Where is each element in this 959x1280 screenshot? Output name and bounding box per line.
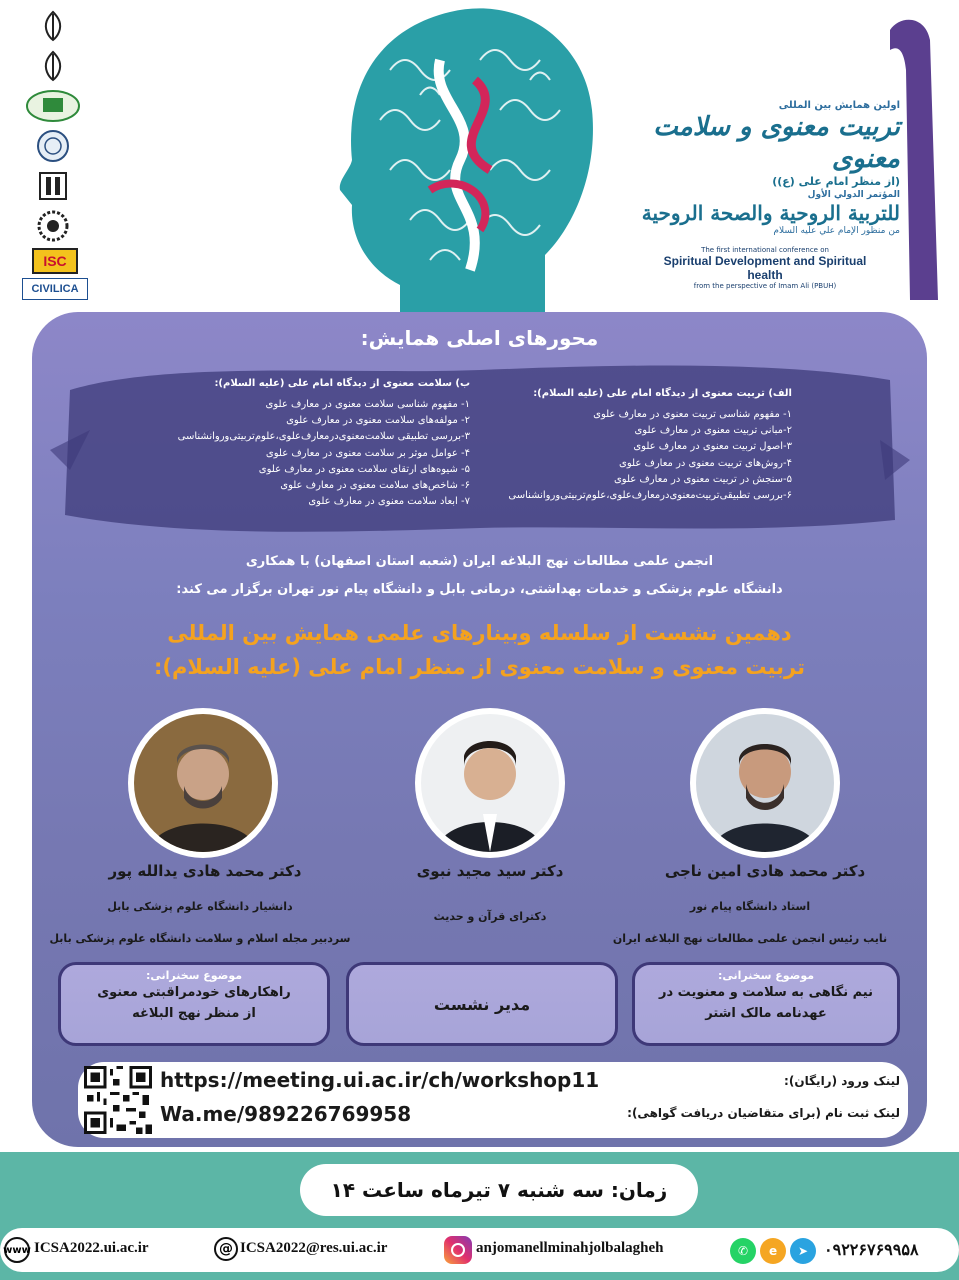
axes-title: محورهای اصلی همایش: [360, 326, 599, 350]
conference-main-en: Spiritual Development and Spiritual health [663, 254, 867, 282]
avatar [696, 714, 834, 852]
speaker-2-line-1: دکترای قرآن و حدیث [433, 910, 547, 923]
web-icon: www [4, 1237, 30, 1263]
register-link[interactable]: Wa.me/989226769958 [160, 1102, 412, 1126]
topic-line: عهدنامه مالک اشتر [705, 1006, 827, 1021]
register-label: لینک ثبت نام (برای متقاضیان دریافت گواهی): [627, 1106, 900, 1120]
topic-box-2 [346, 962, 618, 1046]
email-icon: @ [214, 1237, 238, 1261]
conference-sub-fa: (از منظر امام علی (ع)) [772, 175, 900, 188]
axis-b-item: ۲- مولفه‌های سلامت معنوی در معارف علوی [286, 415, 470, 427]
axis-a-item: ۲-مبانی تربیت معنوی در معارف علوی [634, 425, 792, 437]
topic-box-3 [58, 962, 330, 1046]
conference-title-fa: تربیت معنوی و سلامت معنوی [653, 112, 900, 174]
avatar [134, 714, 272, 852]
instagram-icon [444, 1236, 472, 1264]
big-number-one [880, 10, 950, 310]
axis-a-heading: الف) تربیت معنوی از دیدگاه امام علی (علیه السلام): [533, 388, 792, 399]
telegram-icon: ➤ [790, 1238, 816, 1264]
conference-small-en: The first international conference on [701, 246, 829, 254]
seal-logo-icon [20, 128, 86, 164]
topic-line: از منظر نهج البلاغه [132, 1006, 256, 1021]
axis-b-item: ۷- ابعاد سلامت معنوی در معارف علوی [308, 496, 470, 508]
whatsapp-icon: ✆ [730, 1238, 756, 1264]
speaker-3-line-1: دانشیار دانشگاه علوم پزشکی بابل [107, 900, 293, 913]
topic-label: موضوع سخنرانی: [145, 969, 243, 982]
iran-emblem-icon [20, 8, 86, 44]
organizer-text [32, 548, 927, 604]
axis-b-item: ۶- شاخص‌های سلامت معنوی در معارف علوی [280, 480, 470, 492]
sponsor-logos [20, 8, 90, 302]
entry-label: لینک ورود (رایگان): [784, 1074, 900, 1088]
avatar [421, 714, 559, 852]
axis-b-item: ۱- مفهوم شناسی سلامت معنوی در معارف علوی [265, 399, 470, 410]
conference-title [600, 100, 900, 236]
axis-b-list [177, 378, 470, 510]
event-title [32, 616, 927, 684]
footer-instagram[interactable]: anjomanellminahjolbalagheh [476, 1240, 664, 1256]
speaker-3-line-2: سردبیر مجله اسلام و سلامت دانشگاه علوم پزشکی بابل [49, 932, 351, 945]
date-box [300, 1164, 698, 1216]
eitaa-icon: e [760, 1238, 786, 1264]
sunflower-logo-icon [20, 208, 86, 244]
axis-b-item: ۳-بررسی تطبیقی سلامت‌معنوی‌در‌معارف‌علوی،علوم‌تربیتی‌وروانشناسی [177, 431, 470, 443]
footer-phone[interactable]: ۰۹۲۲۶۷۶۹۹۵۸ [824, 1242, 919, 1259]
ali-calligraphy [400, 40, 530, 290]
footer-email[interactable]: ICSA2022@res.ui.ac.ir [240, 1240, 388, 1256]
ministry-emblem-icon [20, 48, 86, 84]
speaker-name-2: دکتر سید مجید نبوی [416, 862, 564, 880]
organizer-line-1: انجمن علمی مطالعات نهج البلاغه ایران (شعبه استان اصفهان) با همکاری [245, 554, 714, 569]
event-date: زمان: سه شنبه ۷ تیرماه ساعت ۱۴ [330, 1178, 668, 1202]
conference-sub-ar: من منظور الإمام علي عليه السلام [773, 226, 900, 236]
axis-a-item: ۵-سنجش در تربیت معنوی در معارف علوی [613, 473, 792, 485]
qr-code-icon[interactable] [84, 1066, 152, 1134]
topic-box-1 [632, 962, 900, 1046]
moderator-label: مدیر نشست [433, 994, 531, 1014]
speaker-name-3: دکتر محمد هادی یدالله پور [108, 862, 302, 880]
axis-a-item: ۶-بررسی تطبیقی‌تربیت‌معنوی‌درمعارف‌علوی،علوم‌تربیتی‌وروانشناسی [508, 490, 792, 502]
isc-logo: ISC [32, 248, 78, 274]
topic-line: نیم نگاهی به سلامت و معنویت در [659, 985, 873, 1000]
speaker-photo-1 [690, 708, 840, 858]
conference-title-ar: للتربية الروحية والصحة الروحية [641, 201, 900, 225]
book-logo-icon [20, 168, 86, 204]
speaker-1-line-1: استاد دانشگاه پیام نور [689, 900, 811, 913]
footer-website[interactable]: ICSA2022.ui.ac.ir [34, 1240, 149, 1256]
axis-a-item: ۴-روش‌های تربیت معنوی در معارف علوی [619, 457, 792, 469]
axis-a-list [508, 388, 792, 504]
axis-b-heading: ب) سلامت معنوی از دیدگاه امام علی (علیه السلام): [214, 378, 470, 389]
conference-small-fa: اولین همایش بین المللی [778, 100, 900, 111]
speaker-1-line-2: نایب رئیس انجمن علمی مطالعات نهج البلاغه ایران [612, 932, 888, 945]
axis-a-item: ۳-اصول تربیت معنوی در معارف علوی [633, 441, 792, 453]
axis-a-item: ۱- مفهوم شناسی تربیت معنوی در معارف علوی [593, 409, 792, 420]
organizer-line-2: دانشگاه علوم پزشکی و خدمات بهداشتی، درمانی بابل و دانشگاه پیام نور تهران برگزار می کند: [176, 582, 783, 597]
topic-label: موضوع سخنرانی: [717, 969, 815, 982]
entry-link[interactable]: https://meeting.ui.ac.ir/ch/workshop11 [160, 1068, 600, 1092]
topic-line: راهکارهای خودمراقبتی معنوی [97, 985, 291, 1000]
axis-b-item: ۴- عوامل موثر بر سلامت معنوی در معارف علوی [265, 447, 470, 459]
conference-small-ar: المؤتمر الدولي الأول [807, 190, 900, 200]
speaker-photo-2 [415, 708, 565, 858]
event-title-line-1: دهمین نشست از سلسله وبینارهای علمی همایش بین المللی [167, 621, 792, 645]
university-green-logo [20, 88, 86, 124]
axis-b-item: ۵- شیوه‌های ارتقای سلامت معنوی در معارف علوی [258, 463, 470, 475]
conference-sub-en: from the perspective of Imam Ali (PBUH) [693, 282, 837, 290]
event-title-line-2: تربیت معنوی و سلامت معنوی از منظر امام علی (علیه السلام): [154, 655, 805, 679]
speaker-photo-3 [128, 708, 278, 858]
conference-title-en [650, 246, 880, 290]
speaker-name-1: دکتر محمد هادی امین ناجی [664, 862, 866, 880]
civilica-logo: CIVILICA [22, 278, 88, 300]
